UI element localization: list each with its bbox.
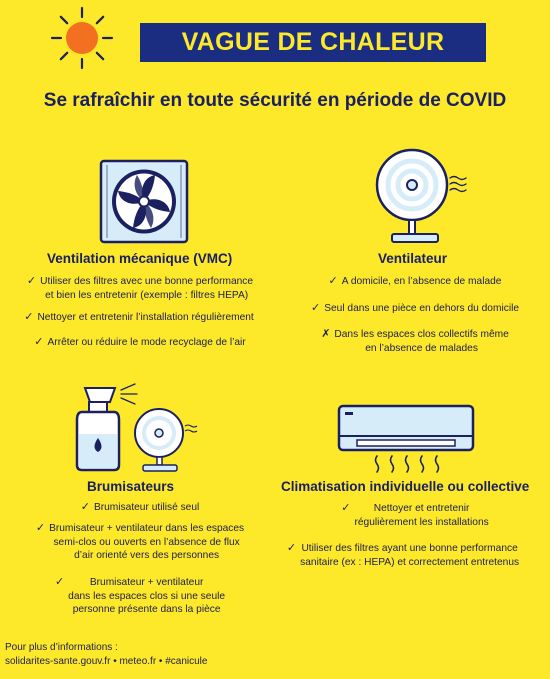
vmc-title: Ventilation mécanique (VMC) [47, 251, 233, 266]
check-icon: ✓ [54, 576, 65, 588]
check-icon: ✓ [80, 501, 90, 513]
check-icon: ✓ [328, 275, 338, 287]
climatisation-title: Climatisation individuelle ou collective [281, 479, 530, 494]
ventilateur-title: Ventilateur [378, 251, 448, 266]
check-icon: ✓ [341, 502, 351, 514]
ventilation-fan-icon [99, 159, 189, 244]
footer-info-label: Pour plus d’informations : [5, 642, 118, 653]
brumisateurs-title: Brumisateurs [87, 479, 175, 494]
ventilateur-item-1: ✓ A domicile, en l’absence de malade [328, 275, 502, 287]
cross-icon: ✗ [321, 328, 331, 340]
check-icon: ✓ [26, 275, 37, 287]
vmc-item-2: ✓ Nettoyer et entretenir l’installation régulièrement [24, 311, 254, 323]
check-icon: ✓ [286, 542, 297, 554]
footer-links: solidarites-sante.gouv.fr • meteo.fr • #canicule [5, 656, 208, 667]
check-icon: ✓ [35, 522, 46, 534]
brumisateurs-item-2: ✓ Brumisateur + ventilateur dans les espaces semi-clos ou ouverts en l’absence de flux d’air orienté vers des personnes [35, 522, 245, 561]
brumisateurs-item-3: ✓ Brumisateur + ventilateur dans les espaces clos si une seule personne présente dans la pièce [54, 576, 226, 615]
sun-icon [50, 6, 114, 70]
title-banner [140, 23, 486, 62]
check-icon: ✓ [34, 336, 44, 348]
desk-fan-icon [370, 148, 470, 246]
spray-bottle-icon [73, 378, 203, 473]
air-conditioner-icon [337, 404, 477, 479]
climatisation-item-1: ✓ Nettoyer et entretenir régulièrement les installations [341, 502, 489, 528]
ventilateur-item-3: ✗ Dans les espaces clos collectifs même en l’absence de malades [321, 328, 509, 354]
check-icon: ✓ [310, 302, 321, 314]
check-icon: ✓ [24, 311, 34, 323]
climatisation-item-2: ✓ Utiliser des filtres ayant une bonne performance sanitaire (ex : HEPA) et correctement entretenus [286, 542, 520, 568]
vmc-item-3: ✓ Arrêter ou réduire le mode recyclage de l’air [34, 336, 246, 348]
page-subtitle: Se rafraîchir en toute sécurité en période de COVID [43, 90, 507, 111]
ventilateur-item-2: ✓ Seul dans une pièce en dehors du domicile [310, 302, 520, 314]
brumisateurs-item-1: ✓ Brumisateur utilisé seul [80, 501, 200, 513]
page-title: VAGUE DE CHALEUR [181, 28, 445, 56]
footer [5, 641, 207, 669]
vmc-item-1: ✓ Utiliser des filtres avec une bonne performance et bien les entretenir (exemple : filtres HEPA) [26, 275, 254, 301]
